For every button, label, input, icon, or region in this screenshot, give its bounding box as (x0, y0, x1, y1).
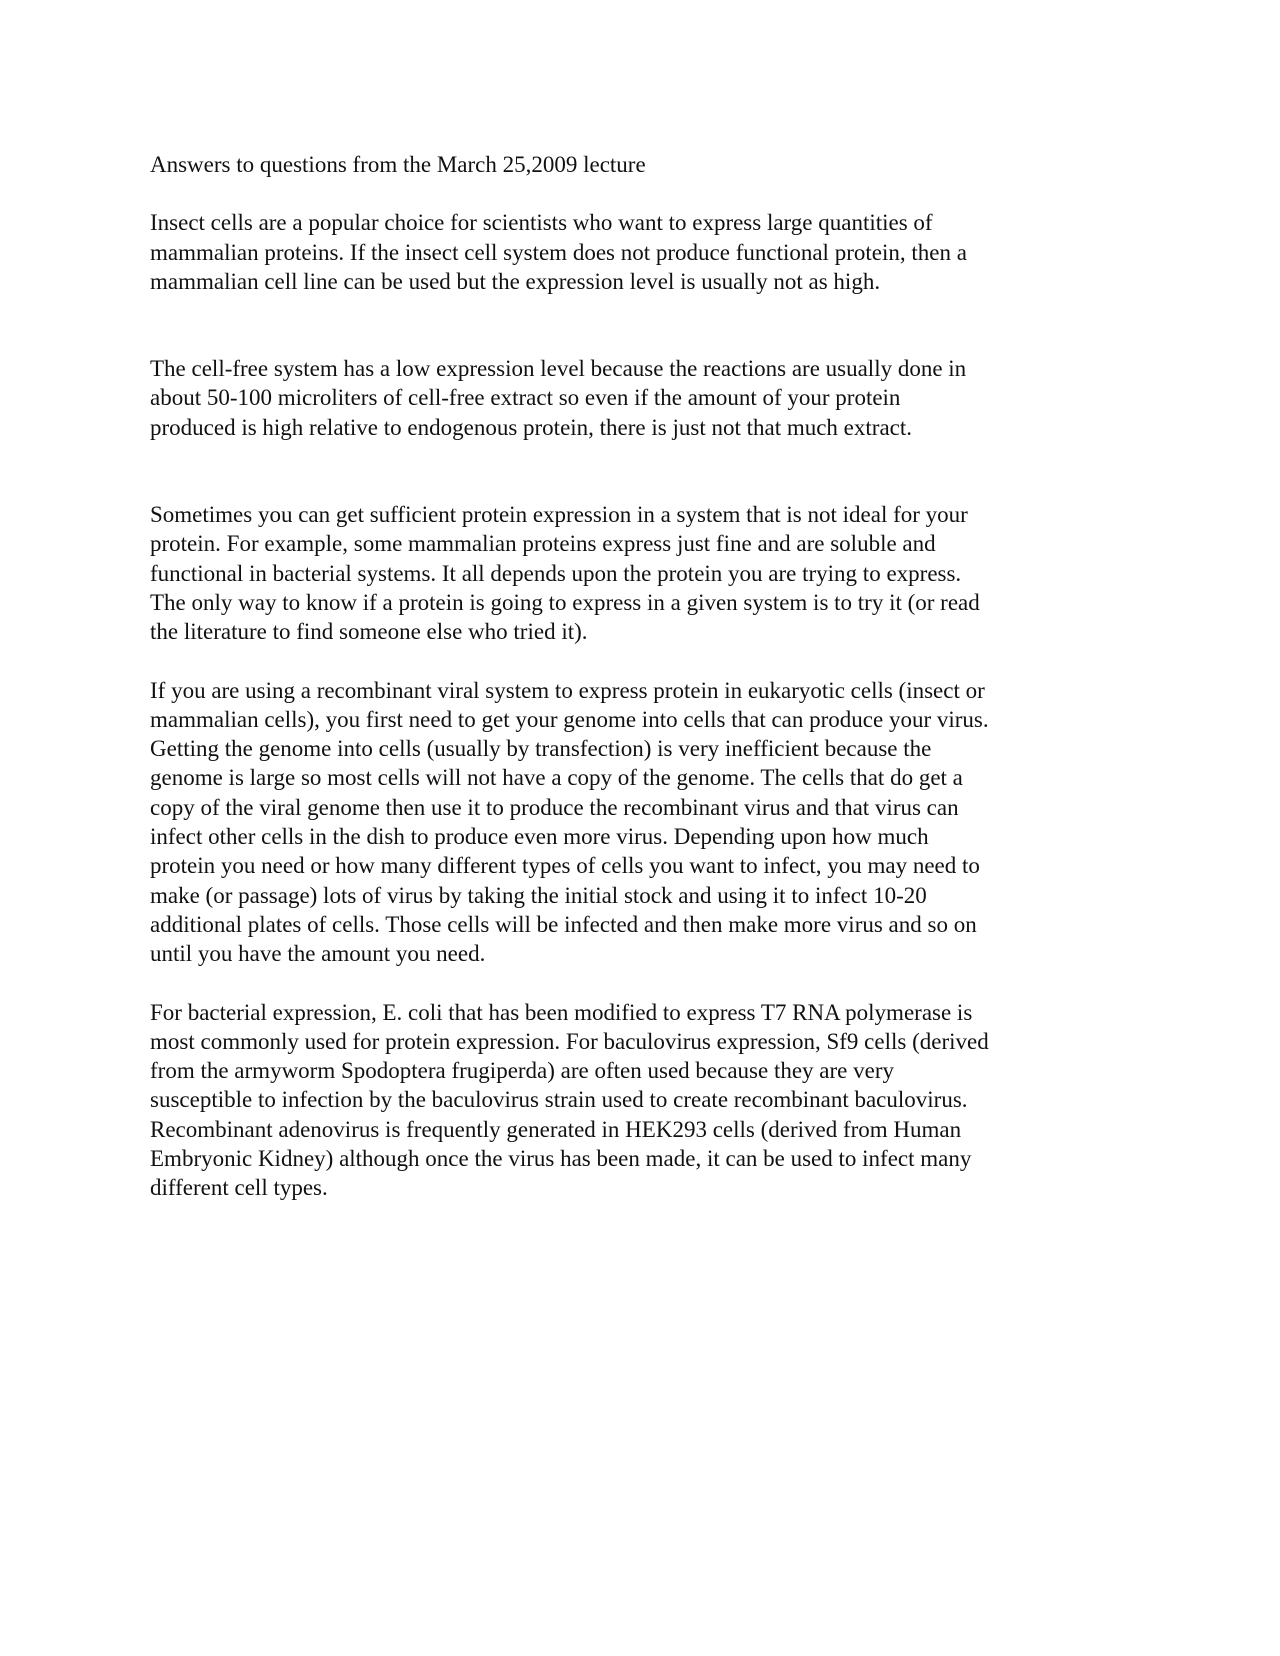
paragraph-line: make (or passage) lots of virus by taking the initial stock and using it to infect 10-20 (150, 882, 927, 908)
paragraph-line: Insect cells are a popular choice for scientists who want to express large quantities of (150, 210, 933, 236)
paragraph-sufficient-expression (150, 500, 1130, 646)
paragraph-line: about 50-100 microliters of cell-free extract so even if the amount of your protein (150, 385, 901, 411)
paragraph-insect-cells (150, 208, 1130, 296)
paragraph-line: from the armyworm Spodoptera frugiperda) are often used because they are very (150, 1058, 894, 1084)
paragraph-line: most commonly used for protein expression. For baculovirus expression, Sf9 cells (derived (150, 1028, 989, 1054)
paragraph-recombinant-viral-system (150, 676, 1130, 969)
paragraph-line: the literature to find someone else who tried it). (150, 619, 588, 645)
paragraph-line: functional in bacterial systems. It all depends upon the protein you are trying to express. (150, 560, 962, 586)
paragraph-line: genome is large so most cells will not have a copy of the genome. The cells that do get a (150, 765, 963, 791)
document-title: Answers to questions from the March 25,2009 lecture (150, 152, 646, 177)
paragraph-line: If you are using a recombinant viral system to express protein in eukaryotic cells (insect or (150, 677, 985, 703)
paragraph-line: Embryonic Kidney) although once the virus has been made, it can be used to infect many (150, 1146, 972, 1172)
paragraph-line: The only way to know if a protein is going to express in a given system is to try it (or read (150, 589, 980, 615)
paragraph-line: infect other cells in the dish to produce even more virus. Depending upon how much (150, 824, 929, 850)
paragraph-line: protein you need or how many different types of cells you want to infect, you may need to (150, 853, 980, 879)
paragraph-line: For bacterial expression, E. coli that has been modified to express T7 RNA polymerase is (150, 999, 973, 1025)
paragraph-line: mammalian cell line can be used but the expression level is usually not as high. (150, 268, 881, 294)
paragraph-line: until you have the amount you need. (150, 941, 486, 967)
paragraph-line: different cell types. (150, 1175, 328, 1201)
document-body (150, 150, 1130, 1232)
paragraph-line: susceptible to infection by the baculovirus strain used to create recombinant baculovirus. (150, 1087, 968, 1113)
paragraph-line: mammalian proteins. If the insect cell system does not produce functional protein, then a (150, 239, 967, 265)
paragraph-line: mammalian cells), you first need to get your genome into cells that can produce your virus. (150, 706, 989, 732)
paragraph-line: Recombinant adenovirus is frequently generated in HEK293 cells (derived from Human (150, 1116, 962, 1142)
paragraph-line: Sometimes you can get sufficient protein expression in a system that is not ideal for your (150, 502, 968, 528)
paragraph-cell-free-system (150, 354, 1130, 442)
paragraph-line: additional plates of cells. Those cells will be infected and then make more virus and so on (150, 911, 977, 937)
paragraph-line: Getting the genome into cells (usually by transfection) is very inefficient because the (150, 736, 932, 762)
paragraph-line: protein. For example, some mammalian proteins express just fine and are soluble and (150, 531, 936, 557)
paragraph-line: The cell-free system has a low expression level because the reactions are usually done in (150, 356, 967, 382)
paragraph-line: produced is high relative to endogenous protein, there is just not that much extract. (150, 414, 912, 440)
paragraph-bacterial-expression (150, 998, 1130, 1203)
paragraph-line: copy of the viral genome then use it to produce the recombinant virus and that virus can (150, 794, 959, 820)
